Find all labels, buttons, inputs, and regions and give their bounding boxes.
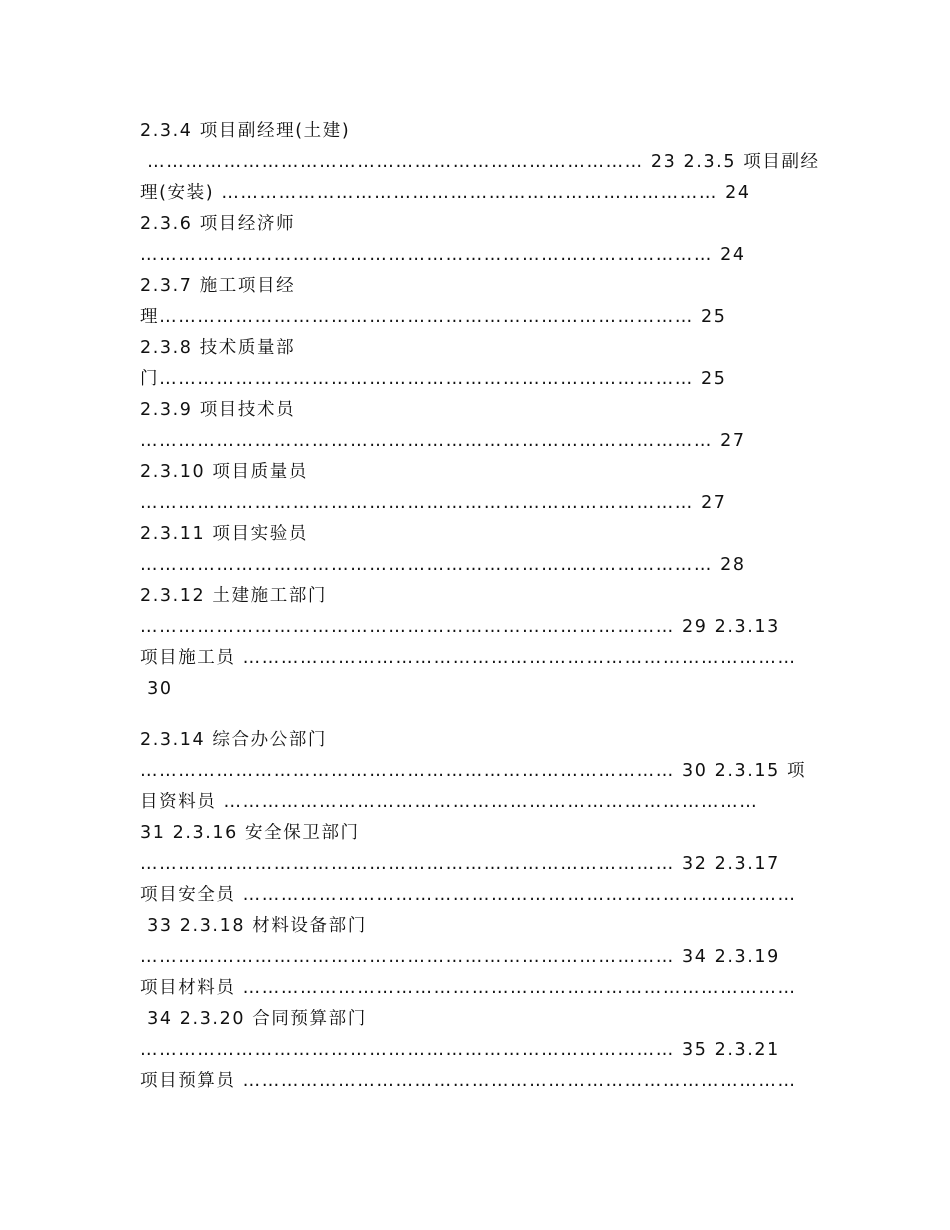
toc-line: 30 <box>140 679 173 699</box>
toc-line: 2.3.14 综合办公部门 <box>140 730 328 750</box>
toc-line: 2.3.10 项目质量员 <box>140 462 308 482</box>
toc-line: 34 2.3.20 合同预算部门 <box>140 1009 367 1029</box>
toc-line: ……………………………………………………………………………… 28 <box>140 555 746 575</box>
table-of-contents <box>140 116 820 1097</box>
toc-line: 2.3.8 技术质量部 <box>140 338 296 358</box>
toc-line: 2.3.12 土建施工部门 <box>140 586 328 606</box>
toc-line: 目资料员 ………………………………………………………………………… <box>140 792 759 812</box>
toc-line: ………………………………………………………………………… 34 2.3.19 <box>140 947 780 967</box>
toc-line: 2.3.9 项目技术员 <box>140 400 296 420</box>
toc-line: ………………………………………………………………………… 30 2.3.15 项 <box>140 761 807 781</box>
toc-line: 33 2.3.18 材料设备部门 <box>140 916 367 936</box>
toc-line: 门………………………………………………………………………… 25 <box>140 369 727 389</box>
toc-line: ………………………………………………………………………… 32 2.3.17 <box>140 854 780 874</box>
toc-line: ……………………………………………………………………………… 27 <box>140 431 746 451</box>
toc-line: 项目预算员 …………………………………………………………………………… <box>140 1071 797 1091</box>
toc-line: ……………………………………………………………………………… 24 <box>140 245 746 265</box>
toc-line: 2.3.7 施工项目经 <box>140 276 296 296</box>
toc-line: ………………………………………………………………………… 29 2.3.13 <box>140 617 780 637</box>
toc-line: 2.3.11 项目实验员 <box>140 524 308 544</box>
toc-line: 2.3.4 项目副经理(土建) <box>140 121 351 141</box>
toc-line: …………………………………………………………………………… 27 <box>140 493 727 513</box>
toc-line: 理(安装) …………………………………………………………………… 24 <box>140 183 751 203</box>
section-gap <box>140 705 820 725</box>
toc-line: 项目安全员 …………………………………………………………………………… <box>140 885 797 905</box>
toc-line: 31 2.3.16 安全保卫部门 <box>140 823 360 843</box>
toc-line: 理………………………………………………………………………… 25 <box>140 307 727 327</box>
toc-line: 项目施工员 …………………………………………………………………………… <box>140 648 797 668</box>
toc-line: 项目材料员 …………………………………………………………………………… <box>140 978 797 998</box>
toc-line: ………………………………………………………………………… 35 2.3.21 <box>140 1040 780 1060</box>
toc-line: 2.3.6 项目经济师 <box>140 214 296 234</box>
toc-line: …………………………………………………………………… 23 2.3.5 项目副经 <box>140 152 820 172</box>
